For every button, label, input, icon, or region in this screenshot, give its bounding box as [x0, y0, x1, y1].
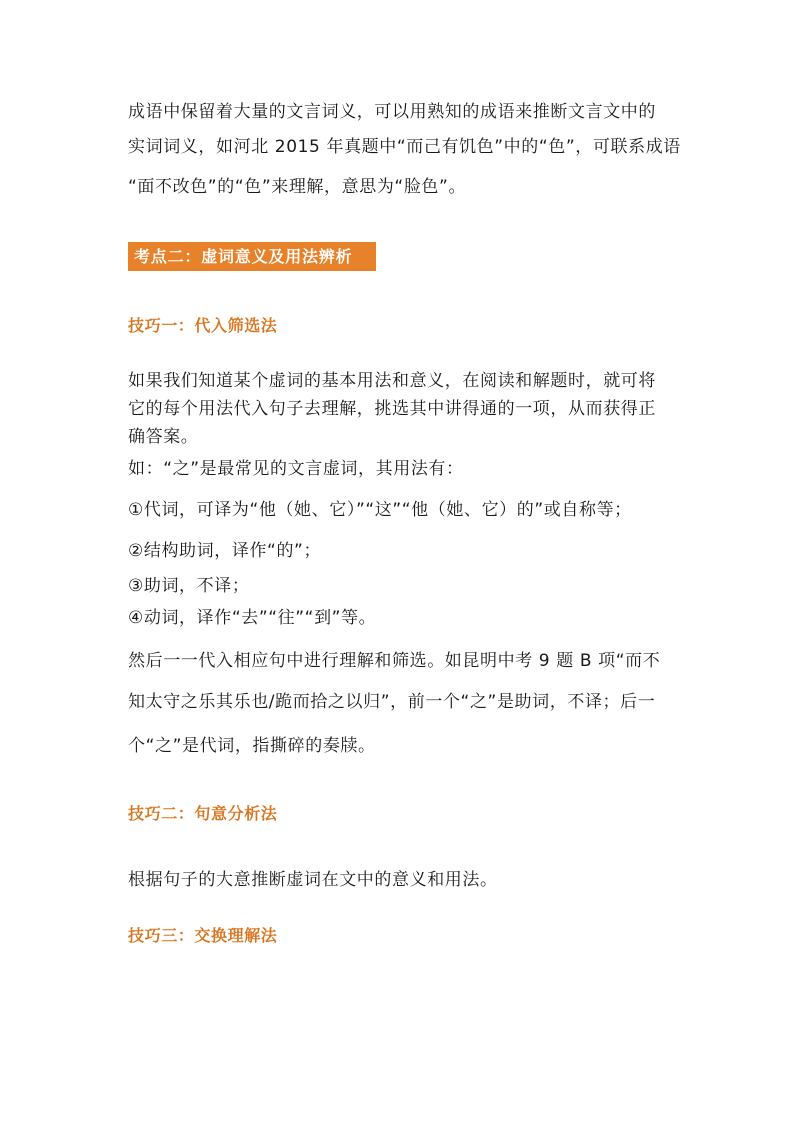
tip-heading-2: 技巧二：句意分析法 [128, 804, 278, 823]
tip-1-paragraph-line: 如果我们知道某个虚词的基本用法和意义，在阅读和解题时，就可将 [128, 371, 656, 391]
section-title-banner: 考点二：虚词意义及用法辨析 [128, 242, 376, 271]
usage-item-1: ①代词，可译为“他（她、它）”“这”“他（她、它）的”或自称等； [128, 500, 632, 520]
intro-line: “面不改色”的“色”来理解，意思为“脸色”。 [128, 177, 467, 197]
intro-line: 实词词义，如河北 2015 年真题中“而己有饥色”中的“色”，可联系成语 [128, 137, 681, 157]
conclusion-line: 个“之”是代词，指撕碎的奏牍。 [128, 736, 376, 756]
tip-heading-1: 技巧一：代入筛选法 [128, 316, 278, 335]
usage-item-2: ②结构助词，译作“的”； [128, 541, 322, 561]
intro-line: 成语中保留着大量的文言词义，可以用熟知的成语来推断文言文中的 [128, 102, 656, 122]
tip-1-paragraph-line: 它的每个用法代入句子去理解，挑选其中讲得通的一项，从而获得正 [128, 399, 656, 419]
tip-2-paragraph-line: 根据句子的大意推断虚词在文中的意义和用法。 [128, 870, 498, 890]
usage-item-4: ④动词，译作“去”“往”“到”等。 [128, 608, 377, 628]
conclusion-line: 然后一一代入相应句中进行理解和筛选。如昆明中考 9 题 B 项“而不 [128, 651, 661, 671]
conclusion-line: 知太守之乐其乐也/跪而拾之以归”，前一个“之”是助词，不译；后一 [128, 692, 656, 712]
tip-1-paragraph-line: 确答案。 [128, 427, 199, 447]
example-intro: 如：“之”是最常见的文言虚词，其用法有： [128, 459, 464, 479]
usage-item-3: ③助词，不译； [128, 576, 250, 596]
tip-heading-3: 技巧三：交换理解法 [128, 926, 278, 945]
